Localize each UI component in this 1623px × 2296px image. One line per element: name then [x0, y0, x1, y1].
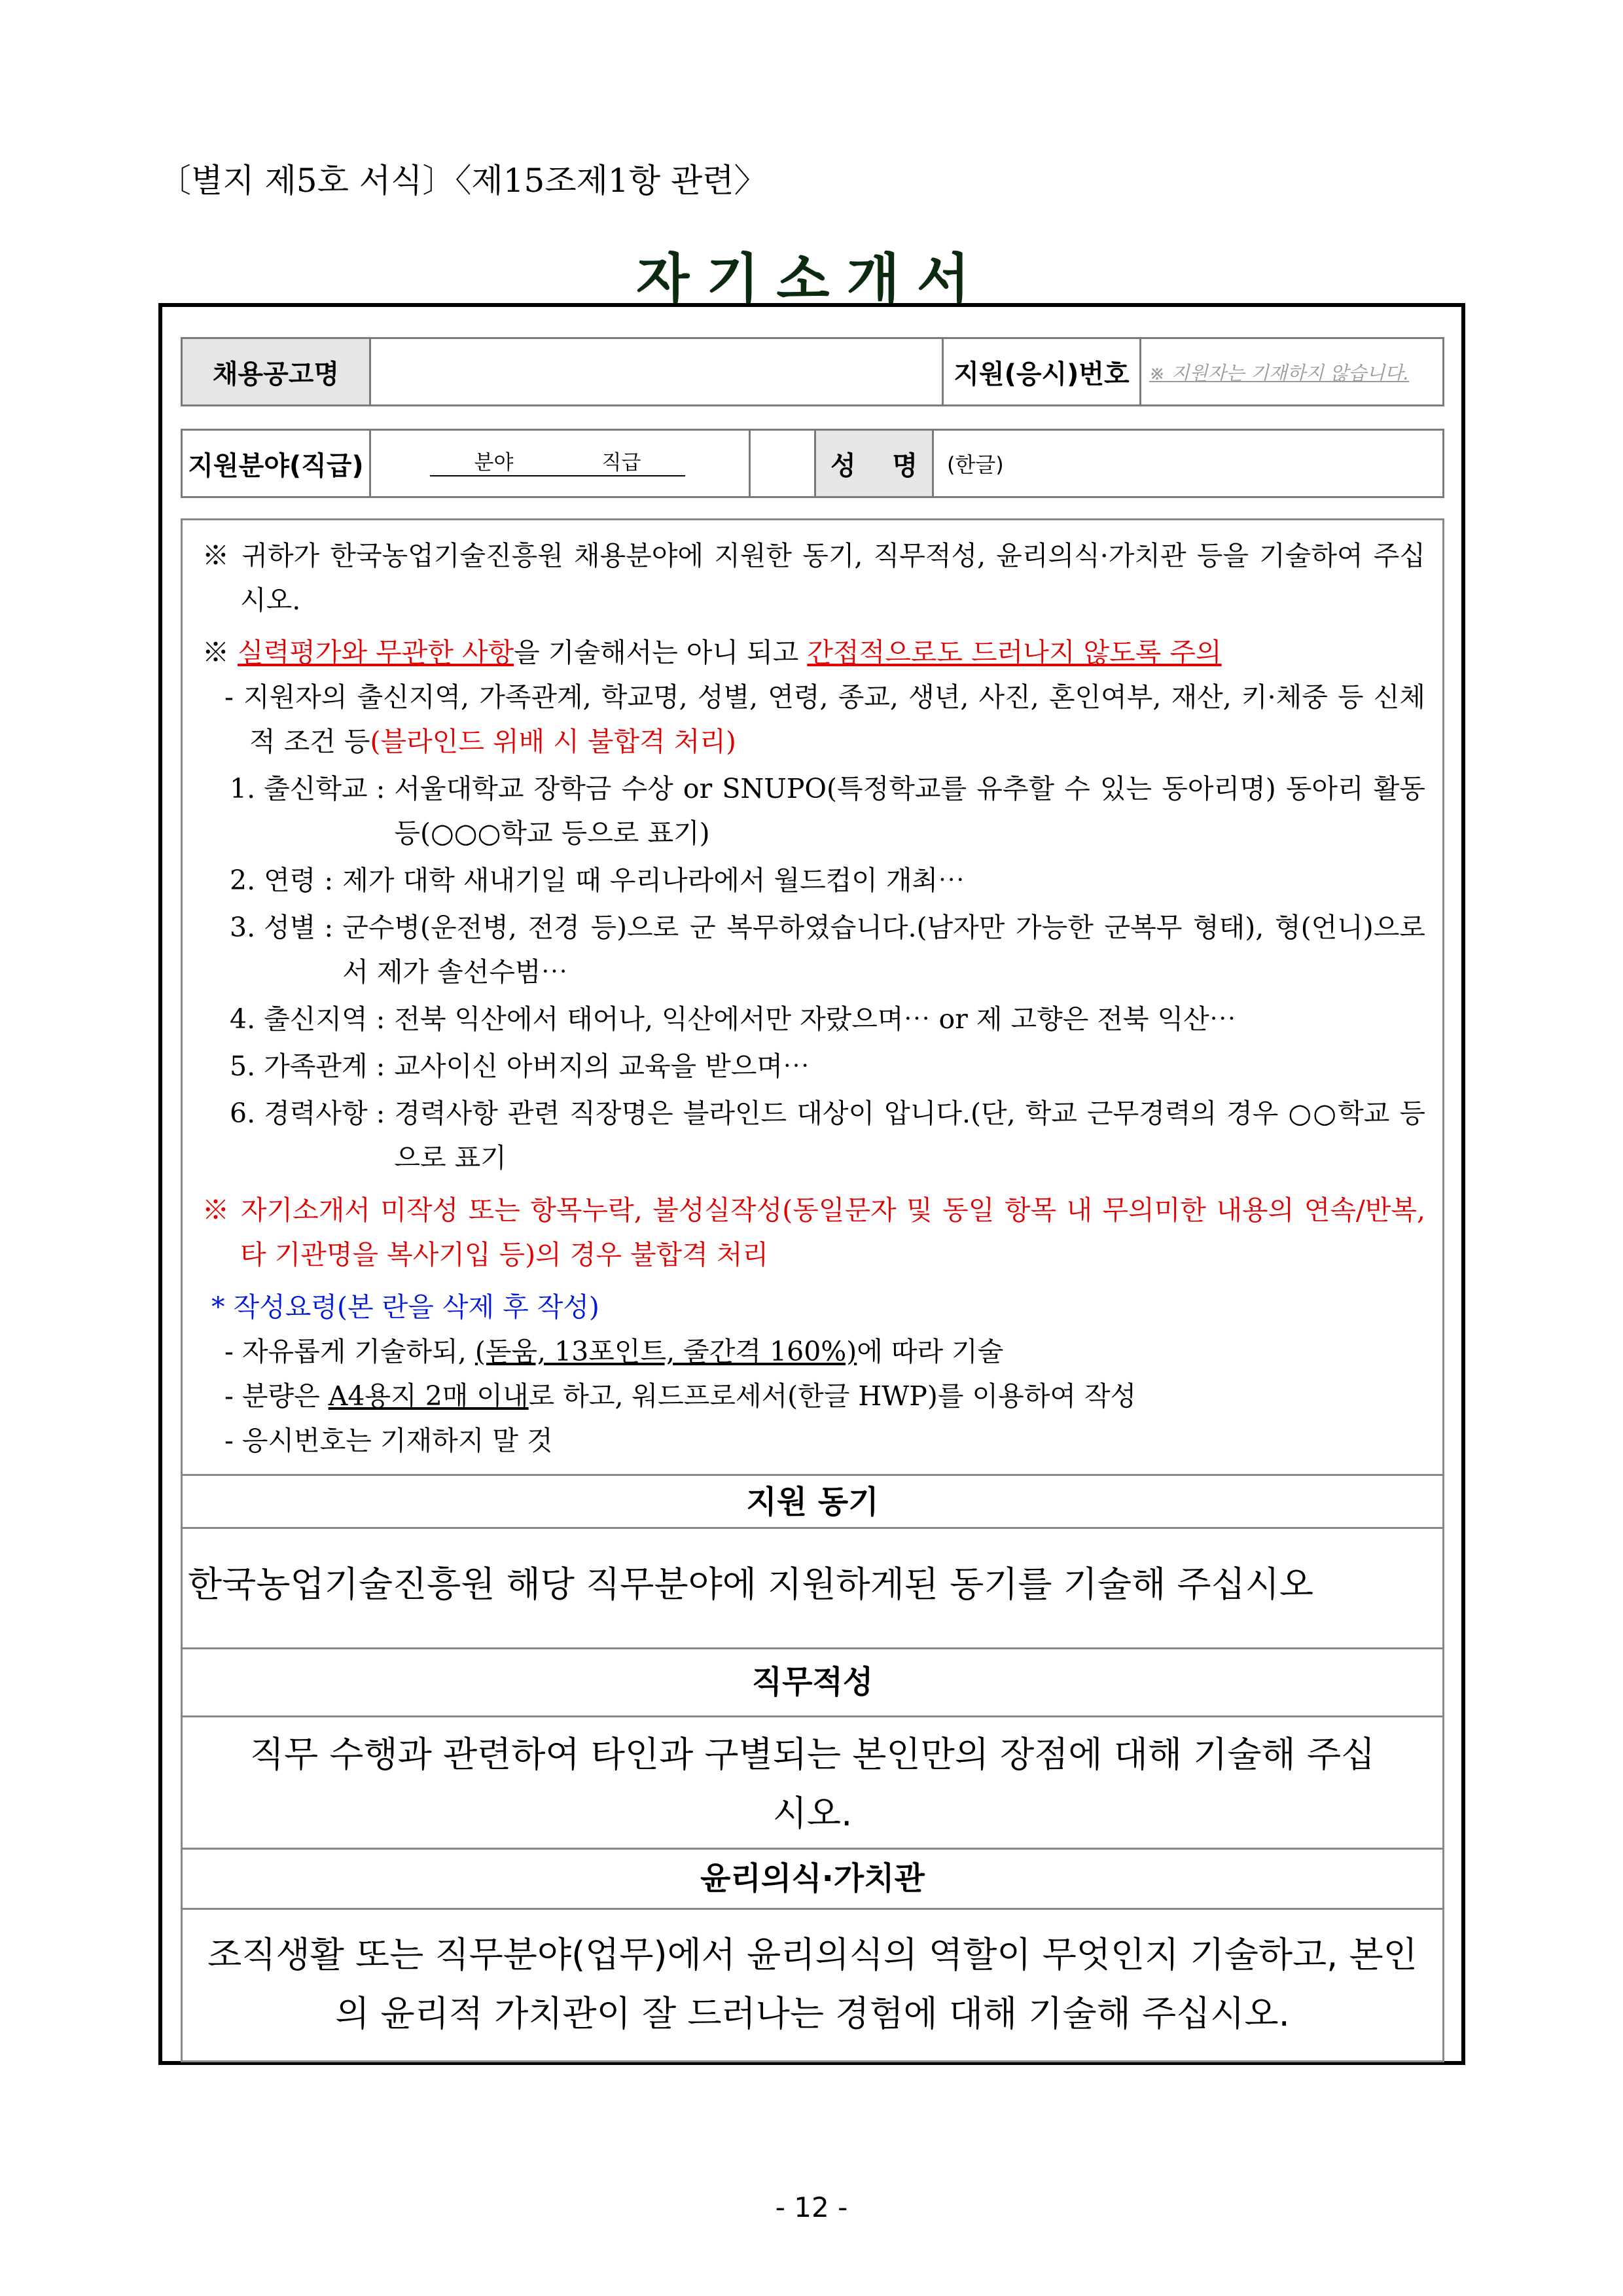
example-item: 6. 경력사항 : 경력사항 관련 직장명은 블라인드 대상이 압니다.(단, 학교 근무경력의 경우 ○○학교 등으로 표기	[230, 1098, 1425, 1174]
posting-row	[181, 337, 1444, 406]
example-item: 1. 출신학교 : 서울대학교 장학금 수상 or SNUPO(특정학교를 유추할 수 있는 동아리명) 동아리 활동 등(○○○학교 등으로 표기)	[230, 773, 1425, 849]
guide-title: * 작성요령(본 란을 삭제 후 작성)	[211, 1291, 599, 1323]
example-list	[230, 766, 1425, 1180]
field-grade-input[interactable]	[370, 430, 750, 497]
guide-font: - 자유롭게 기술하되, (돋움, 13포인트, 줄간격 160%)에 따라 기술	[224, 1336, 1004, 1367]
name-label: 성 명	[815, 430, 933, 497]
instructions-box	[181, 518, 1444, 1474]
notice-caution: ※ 실력평가와 무관한 사항을 기술해서는 아니 되고 간접적으로도 드러나지 않도록 주의	[202, 637, 1222, 668]
posting-input[interactable]	[370, 338, 943, 406]
section-ethics-header	[181, 1850, 1444, 1910]
example-item: 3. 성별 : 군수병(운전병, 전경 등)으로 군 복무하였습니다.(남자만 가능한 군복무 형태), 형(언니)으로서 제가 솔선수범⋯	[230, 912, 1425, 988]
section-aptitude-body[interactable]	[181, 1717, 1444, 1850]
section-motivation-body[interactable]	[181, 1529, 1444, 1649]
section-title: 직무적성	[751, 1664, 874, 1700]
blind-penalty: (블라인드 위배 시 불합격 처리)	[370, 726, 736, 757]
section-title: 윤리의식·가치관	[700, 1860, 925, 1897]
section-prompt: 조직생활 또는 직무분야(업무)에서 윤리의식의 역할이 무엇인지 기술하고, 본인의 윤리적 가치관이 잘 드러나는 경험에 대해 기술해 주십시오.	[207, 1934, 1418, 2034]
example-item: 5. 가족관계 : 교사이신 아버지의 교육을 받으며⋯	[230, 1050, 810, 1082]
section-aptitude-header	[181, 1649, 1444, 1717]
section-prompt: 직무 수행과 관련하여 타인과 구별되는 본인만의 장점에 대해 기술해 주십시오.	[249, 1734, 1376, 1834]
notice-blind-items: - 지원자의 출신지역, 가족관계, 학교명, 성별, 연령, 종교, 생년, 사진, 혼인여부, 재산, 키·체중 등 신체적 조건 등(블라인드 위배 시 불합격 처리)	[224, 681, 1425, 757]
section-ethics-body[interactable]	[181, 1910, 1444, 2062]
guide-no-number: - 응시번호는 기재하지 말 것	[224, 1425, 553, 1456]
grade-text: 직급	[601, 451, 641, 475]
caution-red-2: 간접적으로도 드러나지 않도록 주의	[807, 637, 1222, 668]
guide-length: - 분량은 A4용지 2매 이내로 하고, 워드프로세서(한글 HWP)를 이용하여 작성	[224, 1380, 1137, 1412]
notice-penalty: ※ 자기소개서 미작성 또는 항목누락, 불성실작성(동일문자 및 동일 항목 내 무의미한 내용의 연속/반복, 타 기관명을 복사기입 등)의 경우 불합격 처리	[202, 1194, 1425, 1270]
example-item: 4. 출신지역 : 전북 익산에서 태어나, 익산에서만 자랐으며⋯ or 제 고향은 전북 익산⋯	[230, 1003, 1236, 1035]
field-grade-label: 지원분야(직급)	[182, 430, 370, 497]
section-title: 지원 동기	[746, 1484, 879, 1520]
section-prompt: 한국농업기술진흥원 해당 직무분야에 지원하게된 동기를 기술해 주십시오	[188, 1564, 1314, 1605]
notice-intro: ※ 귀하가 한국농업기술진흥원 채용분야에 지원한 동기, 직무적성, 윤리의식·가치관 등을 기술하여 주십시오.	[202, 540, 1425, 616]
application-number-note: ※ 지원자는 기재하지 않습니다.	[1141, 338, 1444, 406]
caution-red-1: 실력평가와 무관한 사항	[238, 637, 514, 668]
document-title: 자기소개서	[636, 247, 987, 312]
example-item: 2. 연령 : 제가 대학 새내기일 때 우리나라에서 월드컵이 개최⋯	[230, 865, 965, 896]
field-part-text: 분야	[474, 451, 514, 475]
name-hint: (한글)	[947, 452, 1004, 477]
page-number: - 12 -	[775, 2191, 848, 2223]
applicant-row	[181, 429, 1444, 498]
blank-cell	[750, 430, 815, 497]
form-reference: 〔별지 제5호 서식〕〈제15조제1항 관련〉	[158, 162, 767, 200]
section-motivation-header	[181, 1474, 1444, 1529]
name-input[interactable]	[933, 430, 1444, 497]
posting-label: 채용공고명	[182, 338, 370, 406]
application-number-label: 지원(응시)번호	[943, 338, 1141, 406]
